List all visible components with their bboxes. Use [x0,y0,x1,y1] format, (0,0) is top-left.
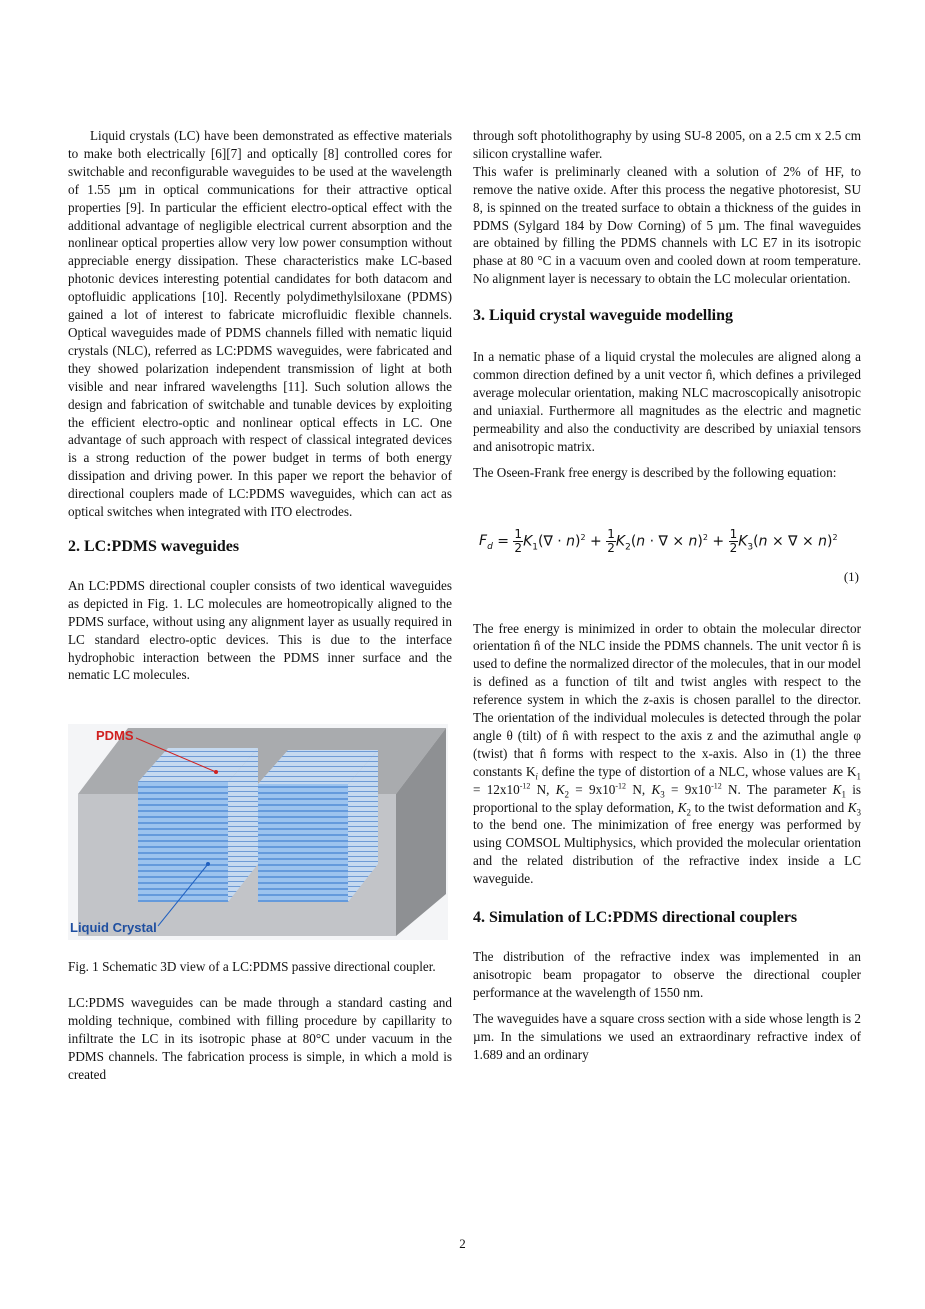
figure-1-caption: Fig. 1 Schematic 3D view of a LC:PDMS passive directional coupler. [68,959,436,975]
continuation-paragraph-2: This wafer is preliminarly cleaned with a solution of 2% of HF, to remove the native oxide. After this process the negative photoresist, SU 8, is spinned on the treated surface to obtain a thickness of the guides in PDMS (Sylgard 184 by Dow Corning) of 5 µm. The final waveguides are obtained by filling the PDMS channels with LC E7 in its isotropic phase at 80 °C in a vacuum oven and cooled down at room temperature. No alignment layer is necessary to obtain the LC molecular orientation. [473,163,861,287]
page-number: 2 [459,1236,466,1251]
section-2-paragraph-1: An LC:PDMS directional coupler consists of two identical waveguides as depicted in Fig. 1. LC molecules are homeotropically aligned to the PDMS surface, without using any alignment layer as usually required in LC standard electro-optic devices. This is due to the interface hydrophobic interaction between the PDMS inner surface and the nematic LC molecules. [68,577,452,683]
lc-channel-1 [138,782,228,902]
equation-1 [473,524,861,584]
lc-channel-2 [258,784,348,902]
section-3-paragraph-2: The Oseen-Frank free energy is described by the following equation: [473,464,837,480]
section-4-paragraph-1: The distribution of the refractive index was implemented in an anisotropic beam propagator to observe the directional coupler performance at the wavelength of 1550 nm. [473,949,861,1000]
pdms-label: PDMS [96,728,134,744]
continuation-paragraph-1: through soft photolithography by using SU-8 2005, on a 2.5 cm x 2.5 cm silicon crystalline wafer. [473,128,861,161]
right-column [473,127,861,1064]
section-4-heading: 4. Simulation of LC:PDMS directional couplers [473,909,798,927]
section-3-heading: 3. Liquid crystal waveguide modelling [473,307,734,325]
equation-number: (1) [843,568,859,584]
liquid-crystal-label: Liquid Crystal [70,920,157,936]
section-2-paragraph-2: LC:PDMS waveguides can be made through a standard casting and molding technique, combined with filling procedure by capillarity to infiltrate the LC in its isotropic phase at 80°C under vacuum in the PDMS channels. The fabrication process is simple, in which a mold is created [68,995,452,1082]
section-4-paragraph-2: The waveguides have a square cross section with a side whose length is 2 µm. In the simulations we used an extraordinary refractive index of 1.689 and an ordinary [473,1010,861,1062]
section-2-heading: 2. LC:PDMS waveguides [68,537,240,555]
figure-1-lc-pdms-3d-view [68,724,448,940]
section-3-paragraph-1: In a nematic phase of a liquid crystal the molecules are aligned along a common direction defined by a unit vector n̂, which defines a privileged average molecular orientation, making NLC macroscopically anisotropic and uniaxial. Furthermore all magnitudes as the electric and magnetic permeability and also the conductivity are described by uniaxial tensors and anisotropic matrix. [473,349,861,454]
oseen-frank-equation: $F_d$ = $\frac{1}{2}$ $K_1(\nabla \cdot n)^2$ + $\frac{1}{2}$ $K_2(n$ · ∇ × n)$^2$ + $\frac{1}{2}$ $K_3(n$ × ∇ × n)$^2$ [479,526,838,555]
intro-paragraph: Liquid crystals (LC) have been demonstrated as effective materials to make both electrically [6][7] and optically [8] controlled cores for switchable and reconfigurable waveguides to be used at the wavelength of 1.55 µm in optical communications for their attractive optical properties [9]. In particular the efficient electro-optical effect with the additional advantage of negligible electrical current absorption and the nonlinear optical properties allow very low power consumption without appreciable energy dissipation. These characteristics make LC-based photonic devices interesting potential candidates for both datacom and optofluidic applications [10]. Recently polydimethylsiloxane (PDMS) gained a lot of interest to fabricate microfluidic flexible channels. Optical waveguides made of PDMS channels filled with nematic liquid crystals (NLC), referred as LC:PDMS waveguides, were fabricated and they showed polarization independent transmission of light at both visible and near infrared wavelengths [11]. Such solution allows the design and fabrication of switchable and tunable devices by exploiting the efficient electro-optic and nonlinear optical effects in LC. One advantage of such approach with respect of classical integrated devices is a strong reduction of the power budget in terms of both energy dissipation and driving power. In this paper we report the behavior of directional couplers made of LC:PDMS waveguides, which can act as optical switches when integrated with ITO electrodes. [68,128,452,520]
coupler-illustration [68,724,448,940]
section-3-paragraph-3: The free energy is minimized in order to obtain the molecular director orientation n̂ of the NLC inside the PDMS channels. The unit vector n̂ is used to define the normalized director of the molecules, that in our model is defined as a function of tilt and twist angles with respect to the reference system in which the z-axis is chosen parallel to the director. The orientation of the individual molecules is detected through the polar angle θ (tilt) of n̂ with respect to the axis z and the azimuthal angle φ (twist) that n̂ forms with respect to the x-axis. Also in (1) the three constants $K_i$ define the type of distortion of a NLC, whose values are $K_1 = 12x10^{-12}$ N, $K_2 = 9x10^{-12}$ N, $K_3 = 9x10^{-12}$ N. The parameter $K_1$ is proportional to the splay deformation, $K_2$ to the twist deformation and $K_3$ to the bend one. The minimization of free energy was performed by using COMSOL Multiphysics, which provided the molecular orientation and the related distribution of the refractive index inside a LC waveguide. [473,620,862,887]
left-column [68,127,452,1084]
